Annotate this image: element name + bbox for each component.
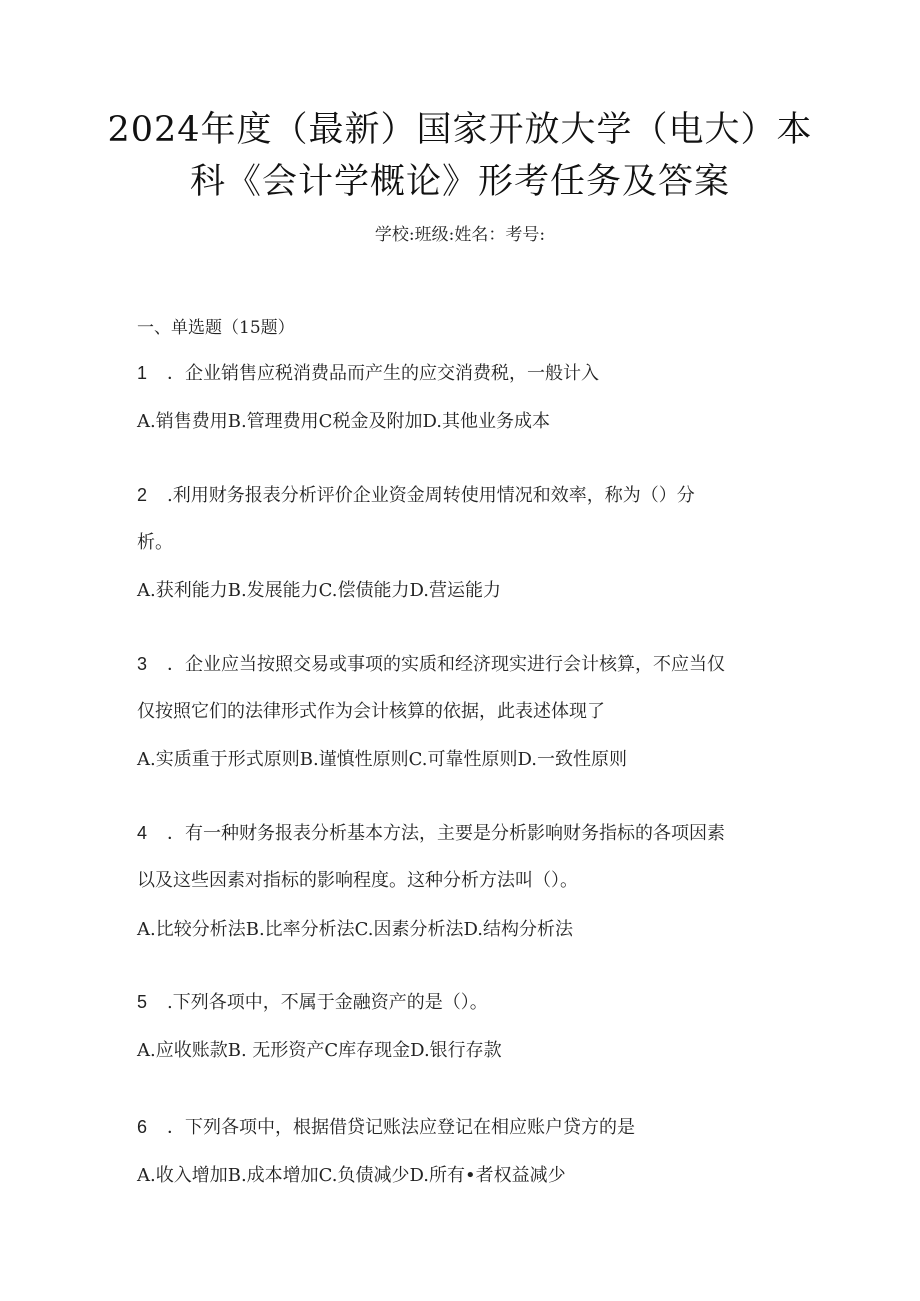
- question-number: 6: [137, 1117, 148, 1137]
- question-line: ．企业应当按照交易或事项的实质和经济现实进行会计核算，不应当仅: [167, 654, 725, 675]
- question-line: .下列各项中，不属于金融资产的是（）。: [167, 992, 488, 1013]
- question-number: 5: [137, 992, 148, 1012]
- question-4-text: [137, 820, 777, 847]
- question-5-options: A.应收账款B. 无形资产C库存现金D.银行存款: [137, 1040, 502, 1061]
- student-info-line: 学校:班级:姓名：考号:: [374, 225, 546, 245]
- question-2-options: A.获利能力B.发展能力C.偿债能力D.营运能力: [137, 580, 502, 601]
- question-line: .利用财务报表分析评价企业资金周转使用情况和效率，称为（）分: [167, 485, 695, 506]
- section-heading: 一、单选题（15题）: [137, 318, 295, 338]
- question-4-options: A.比较分析法B.比率分析法C.因素分析法D.结构分析法: [137, 919, 574, 940]
- document-title-line-1: 2024年度（最新）国家开放大学（电大）本: [107, 110, 813, 150]
- question-6-options: A.收入增加B.成本增加C.负债减少D.所有•者权益减少: [137, 1165, 566, 1186]
- question-line: ．企业销售应税消费品而产生的应交消费税，一般计入: [167, 363, 599, 384]
- question-line: ．有一种财务报表分析基本方法，主要是分析影响财务指标的各项因素: [167, 823, 725, 844]
- question-5-text: [137, 989, 777, 1016]
- question-3-options: A.实质重于形式原则B.谨慎性原则C.可靠性原则D.一致性原则: [137, 749, 628, 770]
- question-number: 1: [137, 363, 148, 383]
- question-1-text: [137, 360, 777, 387]
- document-title-line-2: 科《会计学概论》形考任务及答案: [189, 162, 730, 202]
- question-number: 3: [137, 654, 148, 674]
- question-1-options: A.销售费用B.管理费用C税金及附加D.其他业务成本: [137, 411, 550, 432]
- question-6-text: [137, 1114, 777, 1141]
- question-2-text: [137, 482, 777, 509]
- question-4-text-cont: 以及这些因素对指标的影响程度。这种分析方法叫（）。: [137, 870, 578, 891]
- question-line: ．下列各项中，根据借贷记账法应登记在相应账户贷方的是: [167, 1117, 635, 1138]
- question-2-text-cont: 析。: [137, 532, 173, 553]
- question-3-text-cont: 仅按照它们的法律形式作为会计核算的依据，此表述体现了: [137, 701, 605, 722]
- question-number: 2: [137, 485, 148, 505]
- question-3-text: [137, 651, 777, 678]
- question-number: 4: [137, 823, 148, 843]
